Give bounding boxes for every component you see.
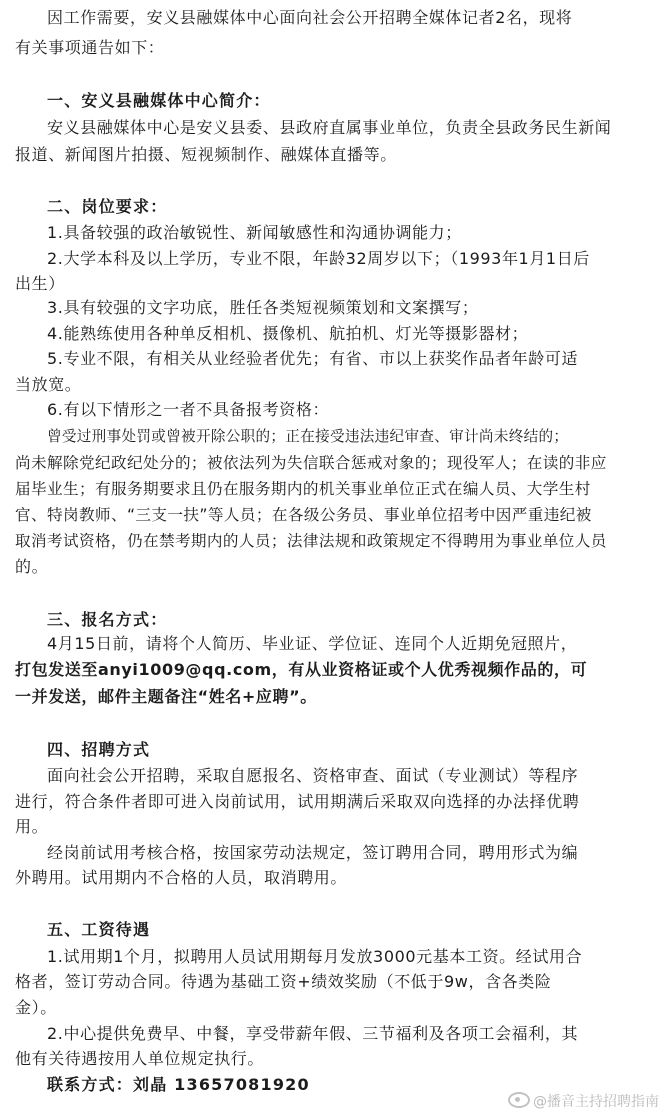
list-item: 当放宽。 [15,375,82,394]
list-item: 他有关待遇按用人单位规定执行。 [15,1049,265,1068]
paragraph-line: 经岗前试用考核合格，按国家劳动法规定，签订聘用合同，聘用形式为编 [47,843,579,862]
list-item: 出生） [15,274,65,293]
paragraph-line: 的。 [15,557,49,576]
paragraph-line: 官、特岗教师、“三支一扶”等人员；在各级公务员、事业单位招考中因严重违纪被 [15,506,592,524]
paragraph-line: 取消考试资格，仍在禁考期内的人员；法律法规和政策规定不得聘用为事业单位人员 [15,532,607,550]
paragraph-line: 面向社会公开招聘，采取自愿报名、资格审查、面试（专业测试）等程序 [47,766,579,785]
list-item: 2.大学本科及以上学历，专业不限，年龄32周岁以下；（1993年1月1日后 [47,249,590,268]
paragraph-line: 尚未解除党纪政纪处分的；被依法列为失信联合惩戒对象的；现役军人；在读的非应 [15,454,607,472]
paragraph-line: 曾受过刑事处罚或曾被开除公职的；正在接受违法违纪审查、审计尚未终结的； [47,428,569,445]
paragraph-line: 用。 [15,817,49,836]
paragraph-line: 打包发送至anyi1009@qq.com，有从业资格证或个人优秀视频作品的，可 [15,660,588,679]
list-item: 1.试用期1个月，拟聘用人员试用期每月发放3000元基本工资。经试用合 [47,947,583,966]
weibo-icon [508,1092,530,1108]
contact-info: 联系方式：刘晶 13657081920 [47,1075,310,1094]
list-item: 金）。 [15,998,57,1017]
paragraph-line: 报道、新闻图片拍摄、短视频制作、融媒体直播等。 [15,145,397,164]
list-item: 2.中心提供免费早、中餐，享受带薪年假、三节福利及各项工会福利，其 [47,1024,579,1043]
list-item: 1.具备较强的政治敏锐性、新闻敏感性和沟通协调能力； [47,223,462,242]
intro-line: 有关事项通告如下： [15,38,165,57]
section-heading: 一、安义县融媒体中心简介： [47,91,271,110]
list-item: 格者，签订劳动合同。待遇为基础工资+绩效奖励（不低于9w，含各类险 [15,972,552,991]
list-item: 5.专业不限，有相关从业经验者优先；有省、市以上获奖作品者年龄可适 [47,349,579,368]
paragraph-line: 进行，符合条件者即可进入岗前试用，试用期满后采取双向选择的办法择优聘 [15,792,580,811]
section-heading: 五、工资待遇 [47,920,151,939]
paragraph-line: 4月15日前，请将个人简历、毕业证、学位证、连同个人近期免冠照片， [47,634,578,653]
section-heading: 二、岗位要求： [47,197,168,216]
paragraph-line: 外聘用。试用期内不合格的人员，取消聘用。 [15,868,348,887]
watermark [508,1092,659,1112]
list-item: 4.能熟练使用各种单反相机、摄像机、航拍机、灯光等摄影器材； [47,324,529,343]
paragraph-line: 安义县融媒体中心是安义县委、县政府直属事业单位，负责全县政务民生新闻 [47,118,612,137]
paragraph-line: 一并发送，邮件主题备注“姓名+应聘”。 [15,687,317,706]
intro-line: 因工作需要，安义县融媒体中心面向社会公开招聘全媒体记者2名，现将 [47,8,573,27]
watermark-text: @播音主持招聘指南 [533,1094,659,1110]
section-heading: 三、报名方式： [47,610,168,629]
paragraph-line: 届毕业生；有服务期要求且仍在服务期内的机关事业单位正式在编人员、大学生村 [15,480,591,498]
section-heading: 四、招聘方式 [47,740,151,759]
list-item: 3.具有较强的文字功底，胜任各类短视频策划和文案撰写； [47,298,479,317]
list-item: 6.有以下情形之一者不具备报考资格： [47,400,330,419]
